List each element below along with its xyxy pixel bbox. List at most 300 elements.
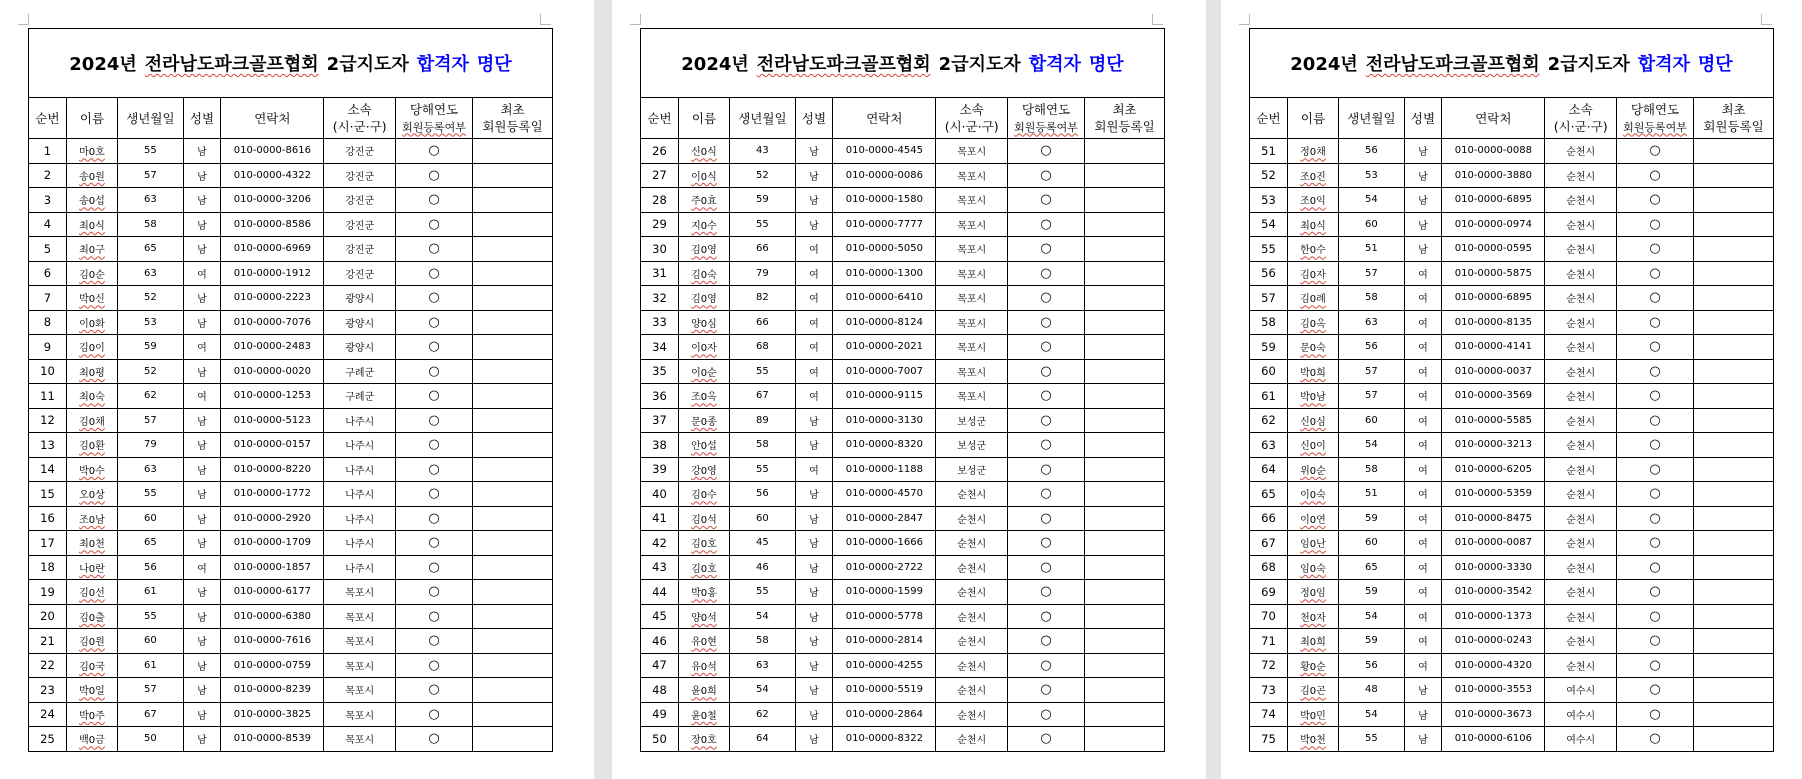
cell-text: 68 xyxy=(756,341,769,353)
cell-text: ○ xyxy=(1649,461,1661,477)
cell-text: 최0구 xyxy=(79,245,105,257)
table-row xyxy=(1250,212,1773,237)
cell-text: 15 xyxy=(40,486,55,501)
row-gender-cell xyxy=(795,604,832,629)
row-first-registered-cell xyxy=(473,188,552,213)
row-contact-cell xyxy=(221,580,324,605)
cell-text: 54 xyxy=(756,684,769,696)
cell-text: 여 xyxy=(809,318,819,330)
row-gender-cell xyxy=(183,310,220,335)
cell-text: 33 xyxy=(652,315,667,330)
table-row xyxy=(641,286,1164,311)
cell-text: 남 xyxy=(809,196,819,208)
row-first-registered-cell xyxy=(1694,384,1773,409)
cell-text: 광양시 xyxy=(345,318,375,330)
cell-text: 59 xyxy=(144,341,157,353)
cell-text: 나주시 xyxy=(345,563,375,575)
cell-text: 19 xyxy=(40,584,55,599)
row-contact-cell xyxy=(1442,212,1545,237)
header-first-registered xyxy=(473,98,552,139)
cell-text: 남 xyxy=(809,220,819,232)
row-birth-cell xyxy=(117,482,183,507)
row-affiliation-cell xyxy=(1545,555,1616,580)
row-year-registered-cell xyxy=(1007,727,1084,752)
header-gender: 성별 xyxy=(1404,98,1441,139)
row-birth-cell xyxy=(117,531,183,556)
cell-text: 박0희 xyxy=(1300,367,1326,379)
cell-text: ○ xyxy=(1649,388,1661,404)
header-affiliation xyxy=(936,98,1007,139)
row-first-registered-cell xyxy=(1694,555,1773,580)
row-gender-cell xyxy=(183,163,220,188)
cell-text: 김0영 xyxy=(691,245,717,257)
row-year-registered-cell xyxy=(1007,359,1084,384)
cell-text: 남 xyxy=(197,612,207,624)
cell-text: 010-0000-6895 xyxy=(1454,292,1532,304)
cell-text: ○ xyxy=(1649,486,1661,502)
row-seq-cell xyxy=(641,163,678,188)
row-name-cell xyxy=(678,139,729,164)
cell-text: 순천시 xyxy=(1566,416,1596,428)
cell-text: 010-0000-8475 xyxy=(1454,512,1532,524)
row-gender-cell xyxy=(1404,531,1441,556)
cell-text: ○ xyxy=(1040,314,1052,330)
cell-text: ○ xyxy=(1040,241,1052,257)
cell-text: ○ xyxy=(1649,241,1661,257)
row-year-registered-cell xyxy=(395,531,472,556)
cell-text: 67 xyxy=(756,390,769,402)
cell-text: 이0식 xyxy=(691,171,717,183)
row-first-registered-cell xyxy=(1694,702,1773,727)
cell-text: ○ xyxy=(428,559,440,575)
row-contact-cell xyxy=(833,212,936,237)
cell-text: 010-0000-8320 xyxy=(845,439,923,451)
row-seq-cell xyxy=(29,237,66,262)
cell-text: 30 xyxy=(652,241,667,256)
cell-text: 010-0000-5050 xyxy=(845,243,923,255)
cell-text: 여 xyxy=(809,465,819,477)
row-gender-cell xyxy=(183,653,220,678)
cell-text: 35 xyxy=(652,364,667,379)
row-year-registered-cell xyxy=(395,727,472,752)
row-name-cell xyxy=(1287,678,1338,703)
cell-text: 김0환 xyxy=(79,441,105,453)
row-affiliation-cell xyxy=(324,702,395,727)
row-affiliation-cell xyxy=(324,653,395,678)
table-row xyxy=(1250,727,1773,752)
row-seq-cell xyxy=(1250,310,1287,335)
margin-corner-mark xyxy=(1761,14,1772,25)
row-gender-cell xyxy=(795,506,832,531)
margin-corner-mark xyxy=(18,14,29,25)
row-first-registered-cell xyxy=(1085,727,1164,752)
cell-text: ○ xyxy=(1649,535,1661,551)
cell-text: 순천시 xyxy=(1566,147,1596,159)
cell-text: ○ xyxy=(1649,682,1661,698)
row-affiliation-cell xyxy=(1545,384,1616,409)
cell-text: 42 xyxy=(652,535,667,550)
roster-table xyxy=(641,98,1164,752)
cell-text: 강진군 xyxy=(345,171,375,183)
table-row xyxy=(641,359,1164,384)
cell-text: 010-0000-0595 xyxy=(1454,243,1532,255)
row-seq-cell xyxy=(641,702,678,727)
row-birth-cell xyxy=(117,678,183,703)
header-first-line1: 최초 xyxy=(1721,102,1746,117)
cell-text: 63 xyxy=(1365,316,1378,328)
row-contact-cell xyxy=(221,384,324,409)
row-year-registered-cell xyxy=(1007,580,1084,605)
header-birth: 생년월일 xyxy=(729,98,795,139)
row-year-registered-cell xyxy=(1616,482,1693,507)
table-row xyxy=(641,457,1164,482)
cell-text: 010-0000-4320 xyxy=(1454,659,1532,671)
cell-text: 순천시 xyxy=(957,612,987,624)
table-row xyxy=(29,359,552,384)
cell-text: 박0주 xyxy=(79,710,105,722)
row-first-registered-cell xyxy=(473,482,552,507)
row-name-cell xyxy=(66,653,117,678)
cell-text: 송0원 xyxy=(79,171,105,183)
cell-text: 김0국 xyxy=(79,661,105,673)
cell-text: 여 xyxy=(1418,612,1428,624)
cell-text: 68 xyxy=(1261,560,1276,575)
row-year-registered-cell xyxy=(1616,702,1693,727)
row-name-cell xyxy=(1287,433,1338,458)
row-seq-cell xyxy=(641,335,678,360)
title-year: 2024년 xyxy=(1290,54,1358,75)
cell-text: 남 xyxy=(1418,196,1428,208)
page-3 xyxy=(1221,0,1802,779)
row-year-registered-cell xyxy=(395,482,472,507)
row-seq-cell xyxy=(641,384,678,409)
row-birth-cell xyxy=(729,408,795,433)
table-row xyxy=(641,604,1164,629)
cell-text: 32 xyxy=(652,290,667,305)
document-title xyxy=(29,29,552,98)
cell-text: 남 xyxy=(809,563,819,575)
header-affiliation-line2: (시·군·구) xyxy=(332,119,387,134)
cell-text: 010-0000-6969 xyxy=(233,243,311,255)
row-year-registered-cell xyxy=(1007,555,1084,580)
header-year-registered xyxy=(1616,98,1693,139)
cell-text: 010-0000-3825 xyxy=(233,708,311,720)
header-year-registered xyxy=(1007,98,1084,139)
cell-text: 010-0000-8239 xyxy=(233,684,311,696)
row-name-cell xyxy=(66,580,117,605)
cell-text: 순천시 xyxy=(1566,220,1596,232)
row-name-cell xyxy=(678,604,729,629)
row-year-registered-cell xyxy=(395,212,472,237)
header-year-line1: 당해연도 xyxy=(1021,101,1071,117)
row-name-cell xyxy=(678,286,729,311)
row-seq-cell xyxy=(641,482,678,507)
row-gender-cell xyxy=(183,506,220,531)
table-row xyxy=(1250,163,1773,188)
table-row xyxy=(29,604,552,629)
row-affiliation-cell xyxy=(324,212,395,237)
row-affiliation-cell xyxy=(324,482,395,507)
row-first-registered-cell xyxy=(1694,335,1773,360)
cell-text: 17 xyxy=(40,535,55,550)
cell-text: 010-0000-0087 xyxy=(1454,537,1532,549)
cell-text: 21 xyxy=(40,633,55,648)
row-contact-cell xyxy=(1442,531,1545,556)
cell-text: 79 xyxy=(144,439,157,451)
row-year-registered-cell xyxy=(1616,727,1693,752)
row-seq-cell xyxy=(641,727,678,752)
row-seq-cell xyxy=(1250,580,1287,605)
cell-text: 박0일 xyxy=(79,686,105,698)
row-affiliation-cell xyxy=(324,384,395,409)
cell-text: 89 xyxy=(756,414,769,426)
row-gender-cell xyxy=(1404,457,1441,482)
cell-text: 여 xyxy=(1418,661,1428,673)
row-name-cell xyxy=(678,335,729,360)
cell-text: 55 xyxy=(1261,241,1276,256)
cell-text: 순천시 xyxy=(1566,171,1596,183)
row-seq-cell xyxy=(29,629,66,654)
cell-text: 38 xyxy=(652,437,667,452)
cell-text: 여수시 xyxy=(1566,686,1596,698)
row-birth-cell xyxy=(1338,604,1404,629)
row-first-registered-cell xyxy=(1085,702,1164,727)
title-level: 2급지도자 xyxy=(326,54,409,75)
cell-text: 010-0000-6895 xyxy=(1454,194,1532,206)
row-contact-cell xyxy=(221,286,324,311)
cell-text: 010-0000-6106 xyxy=(1454,733,1532,745)
table-row xyxy=(641,188,1164,213)
cell-text: 천0자 xyxy=(1300,612,1326,624)
cell-text: 양0석 xyxy=(691,612,717,624)
cell-text: 010-0000-5585 xyxy=(1454,414,1532,426)
cell-text: 박0천 xyxy=(1300,735,1326,747)
row-year-registered-cell xyxy=(1616,188,1693,213)
cell-text: 55 xyxy=(756,586,769,598)
row-gender-cell xyxy=(183,212,220,237)
table-row xyxy=(1250,604,1773,629)
cell-text: ○ xyxy=(1649,167,1661,183)
cell-text: 12 xyxy=(40,413,55,428)
row-gender-cell xyxy=(795,188,832,213)
row-seq-cell xyxy=(29,163,66,188)
cell-text: 남 xyxy=(197,637,207,649)
roster-sheet xyxy=(1249,28,1774,752)
cell-text: 이0연 xyxy=(1300,514,1326,526)
row-seq-cell xyxy=(29,653,66,678)
row-contact-cell xyxy=(221,433,324,458)
cell-text: 22 xyxy=(40,658,55,673)
cell-text: 여 xyxy=(1418,514,1428,526)
table-row xyxy=(1250,653,1773,678)
row-contact-cell xyxy=(1442,359,1545,384)
cell-text: 14 xyxy=(40,462,55,477)
row-affiliation-cell xyxy=(1545,310,1616,335)
table-row xyxy=(1250,286,1773,311)
row-year-registered-cell xyxy=(395,139,472,164)
row-affiliation-cell xyxy=(1545,678,1616,703)
cell-text: 010-0000-1580 xyxy=(845,194,923,206)
cell-text: 010-0000-2920 xyxy=(233,512,311,524)
header-affiliation xyxy=(324,98,395,139)
cell-text: 목포시 xyxy=(345,637,375,649)
row-first-registered-cell xyxy=(1085,457,1164,482)
cell-text: 문0숙 xyxy=(1300,343,1326,355)
header-year-line1: 당해연도 xyxy=(1630,101,1680,117)
cell-text: 조0익 xyxy=(1300,196,1326,208)
row-contact-cell xyxy=(833,702,936,727)
cell-text: 남 xyxy=(197,661,207,673)
row-contact-cell xyxy=(1442,163,1545,188)
cell-text: 송0섭 xyxy=(79,196,105,208)
row-name-cell xyxy=(1287,580,1338,605)
row-year-registered-cell xyxy=(1007,433,1084,458)
cell-text: 최0숙 xyxy=(79,392,105,404)
row-birth-cell xyxy=(117,261,183,286)
cell-text: ○ xyxy=(1649,437,1661,453)
title-year: 2024년 xyxy=(69,54,137,75)
row-contact-cell xyxy=(1442,457,1545,482)
row-contact-cell xyxy=(221,653,324,678)
row-name-cell xyxy=(1287,482,1338,507)
cell-text: 남 xyxy=(809,686,819,698)
row-year-registered-cell xyxy=(395,335,472,360)
row-affiliation-cell xyxy=(936,702,1007,727)
row-year-registered-cell xyxy=(1007,506,1084,531)
row-seq-cell xyxy=(1250,212,1287,237)
cell-text: 순천시 xyxy=(1566,637,1596,649)
row-gender-cell xyxy=(1404,261,1441,286)
cell-text: 65 xyxy=(1365,561,1378,573)
row-birth-cell xyxy=(729,580,795,605)
row-year-registered-cell xyxy=(1007,261,1084,286)
row-gender-cell xyxy=(183,531,220,556)
row-first-registered-cell xyxy=(1694,482,1773,507)
cell-text: 59 xyxy=(1365,512,1378,524)
cell-text: 8 xyxy=(43,315,52,330)
cell-text: 최0희 xyxy=(1300,637,1326,649)
row-seq-cell xyxy=(29,359,66,384)
row-seq-cell xyxy=(29,335,66,360)
header-first-line2: 회원등록일 xyxy=(1703,119,1764,134)
row-name-cell xyxy=(66,482,117,507)
title-association: 전라남도파크골프협회 xyxy=(756,54,931,75)
cell-text: 010-0000-8124 xyxy=(845,316,923,328)
row-name-cell xyxy=(1287,310,1338,335)
cell-text: 64 xyxy=(1261,462,1276,477)
cell-text: 16 xyxy=(40,511,55,526)
cell-text: 56 xyxy=(1365,145,1378,157)
cell-text: 순천시 xyxy=(1566,318,1596,330)
row-birth-cell xyxy=(1338,482,1404,507)
row-gender-cell xyxy=(1404,653,1441,678)
row-affiliation-cell xyxy=(324,163,395,188)
row-birth-cell xyxy=(117,237,183,262)
cell-text: 010-0000-0974 xyxy=(1454,218,1532,230)
row-contact-cell xyxy=(221,261,324,286)
cell-text: 010-0000-8586 xyxy=(233,218,311,230)
cell-text: 63 xyxy=(144,267,157,279)
cell-text: 남 xyxy=(197,245,207,257)
table-row xyxy=(1250,359,1773,384)
row-year-registered-cell xyxy=(395,653,472,678)
row-year-registered-cell xyxy=(395,188,472,213)
table-row xyxy=(1250,531,1773,556)
cell-text: 목포시 xyxy=(345,661,375,673)
cell-text: 유0석 xyxy=(691,661,717,673)
row-birth-cell xyxy=(117,629,183,654)
row-gender-cell xyxy=(795,237,832,262)
row-name-cell xyxy=(66,359,117,384)
cell-text: 010-0000-3673 xyxy=(1454,708,1532,720)
row-year-registered-cell xyxy=(1007,188,1084,213)
cell-text: 남 xyxy=(197,465,207,477)
row-year-registered-cell xyxy=(1007,237,1084,262)
cell-text: 최0식 xyxy=(79,220,105,232)
row-gender-cell xyxy=(183,408,220,433)
cell-text: 43 xyxy=(652,560,667,575)
row-year-registered-cell xyxy=(395,237,472,262)
cell-text: 70 xyxy=(1261,609,1276,624)
cell-text: 순천시 xyxy=(957,735,987,747)
row-year-registered-cell xyxy=(1007,457,1084,482)
cell-text: 오0상 xyxy=(79,490,105,502)
cell-text: 010-0000-3553 xyxy=(1454,684,1532,696)
row-birth-cell xyxy=(729,457,795,482)
cell-text: 56 xyxy=(756,488,769,500)
cell-text: ○ xyxy=(428,633,440,649)
row-birth-cell xyxy=(117,188,183,213)
cell-text: 강진군 xyxy=(345,147,375,159)
cell-text: 김0호 xyxy=(691,539,717,551)
table-row xyxy=(641,678,1164,703)
cell-text: 36 xyxy=(652,388,667,403)
cell-text: 조0남 xyxy=(79,514,105,526)
table-row xyxy=(641,408,1164,433)
cell-text: 남 xyxy=(197,220,207,232)
title-passers: 합격자 xyxy=(1637,54,1690,75)
cell-text: 남 xyxy=(197,490,207,502)
cell-text: 010-0000-2223 xyxy=(233,292,311,304)
row-seq-cell xyxy=(1250,408,1287,433)
row-birth-cell xyxy=(729,531,795,556)
cell-text: 남 xyxy=(1418,245,1428,257)
row-first-registered-cell xyxy=(1694,653,1773,678)
table-row xyxy=(641,163,1164,188)
row-gender-cell xyxy=(1404,727,1441,752)
row-name-cell xyxy=(66,506,117,531)
cell-text: ○ xyxy=(1649,265,1661,281)
row-birth-cell xyxy=(1338,531,1404,556)
cell-text: 54 xyxy=(756,610,769,622)
row-affiliation-cell xyxy=(1545,188,1616,213)
cell-text: 광양시 xyxy=(345,343,375,355)
row-contact-cell xyxy=(221,139,324,164)
row-year-registered-cell xyxy=(1616,678,1693,703)
table-row xyxy=(29,261,552,286)
row-first-registered-cell xyxy=(473,384,552,409)
row-first-registered-cell xyxy=(473,604,552,629)
cell-text: 목포시 xyxy=(957,343,987,355)
row-year-registered-cell xyxy=(395,702,472,727)
row-seq-cell xyxy=(1250,604,1287,629)
cell-text: 남 xyxy=(197,171,207,183)
cell-text: 목포시 xyxy=(957,294,987,306)
cell-text: 순천시 xyxy=(957,539,987,551)
row-gender-cell xyxy=(795,457,832,482)
row-birth-cell xyxy=(117,604,183,629)
cell-text: ○ xyxy=(428,461,440,477)
